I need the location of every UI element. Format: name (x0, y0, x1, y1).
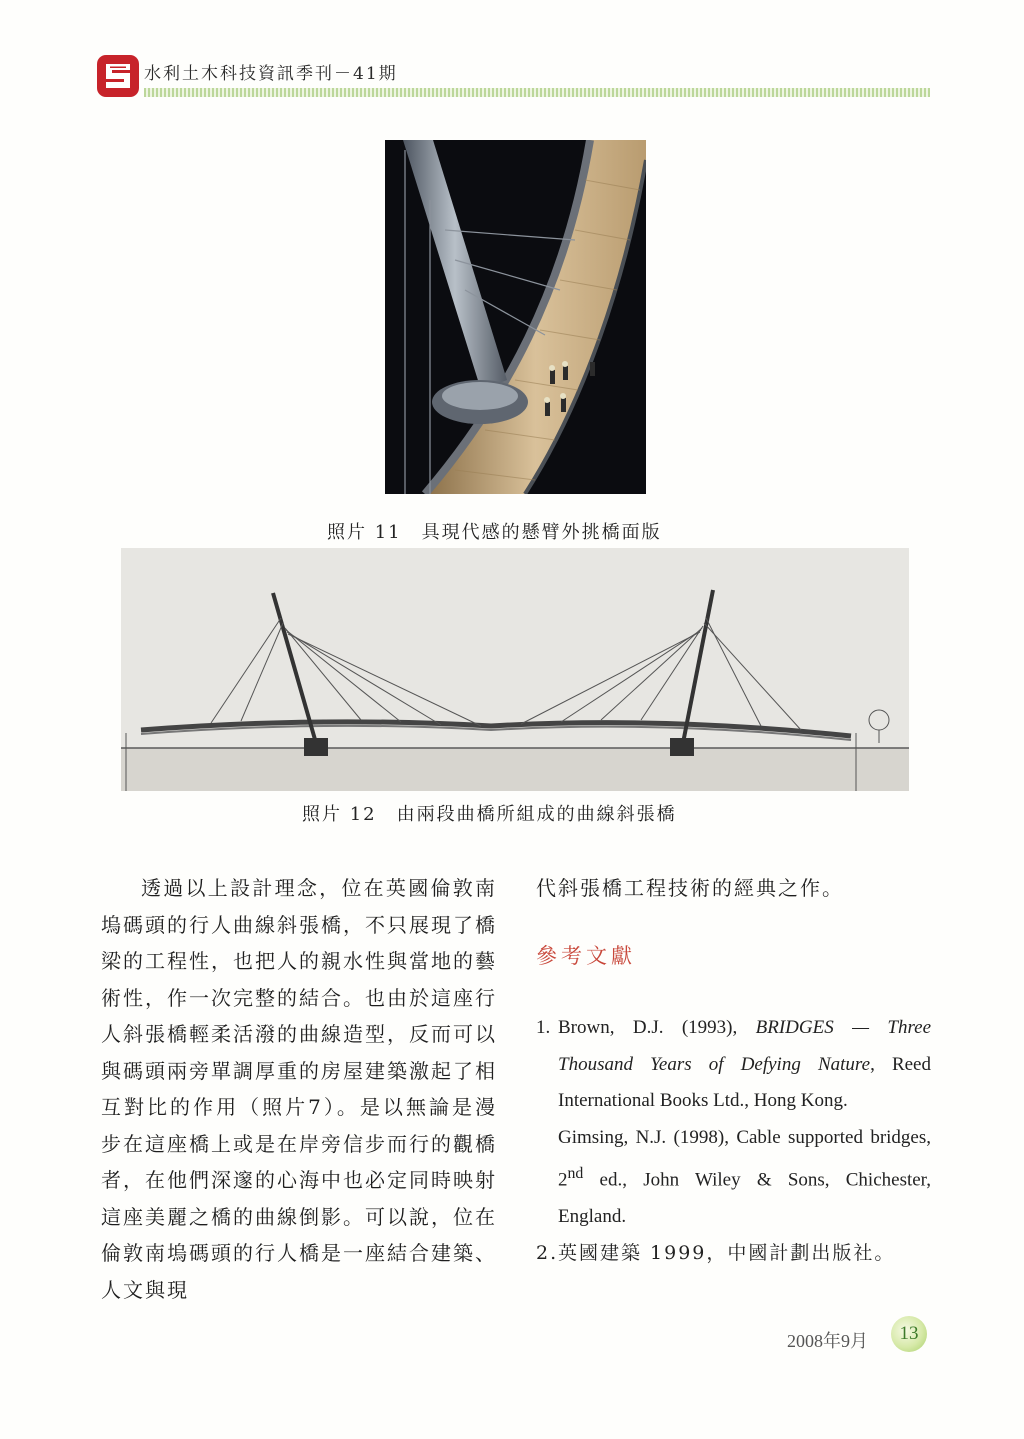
photo-12-image (121, 548, 909, 791)
page-header (96, 54, 930, 102)
reference-item: 2.英國建築 1999，中國計劃出版社。 (536, 1242, 896, 1265)
body-paragraph-continued: 代斜張橋工程技術的經典之作。 (536, 876, 844, 900)
reference-subentry: Gimsing, N.J. (1998), Cable supported bridges, 2nd ed., John Wiley & Sons, Chichester, England. (558, 1126, 931, 1227)
reference-item: 1. Brown, D.J. (1993), BRIDGES — Three Thousand Years of Defying Nature, Reed International Books Ltd., Hong Kong. Gimsing, N.J. (1998), Cable supported bridges, 2nd ed., John Wiley & Sons, Chichester, England. (536, 1010, 931, 1235)
photo-11-cantilever-deck (385, 140, 646, 494)
header-decorative-band (144, 88, 930, 97)
journal-title: 水利土木科技資訊季刊－41期 (144, 64, 398, 84)
photo-11-caption: 照片 11 具現代感的懸臂外挑橋面版 (327, 522, 662, 543)
page-number: 13 (899, 1323, 919, 1344)
photo-12-caption: 照片 12 由兩段曲橋所組成的曲線斜張橋 (302, 804, 677, 825)
body-right-column (536, 870, 931, 907)
body-left-column (101, 870, 497, 1308)
issue-date: 2008年9月 (787, 1331, 868, 1351)
references-heading: 參考文獻 (536, 944, 636, 968)
photo-11-image (385, 140, 646, 494)
references-list (536, 1010, 931, 1272)
photo-12-bridge-elevation (121, 548, 909, 791)
body-paragraph: 透過以上設計理念，位在英國倫敦南塢碼頭的行人曲線斜張橋，不只展現了橋梁的工程性，也把人的親水性與當地的藝術性，作一次完整的結合。也由於這座行人斜張橋輕柔活潑的曲線造型，反而可以與碼頭兩旁單調厚重的房屋建築激起了相互對比的作用（照片7）。是以無論是漫步在這座橋上或是在岸旁信步而行的觀橋者，在他們深邃的心海中也必定同時映射這座美麗之橋的曲線倒影。可以說，位在倫敦南塢碼頭的行人橋是一座結合建築、人文與現 (101, 876, 497, 1302)
page-number-badge (891, 1316, 927, 1352)
journal-logo-icon (96, 54, 140, 98)
